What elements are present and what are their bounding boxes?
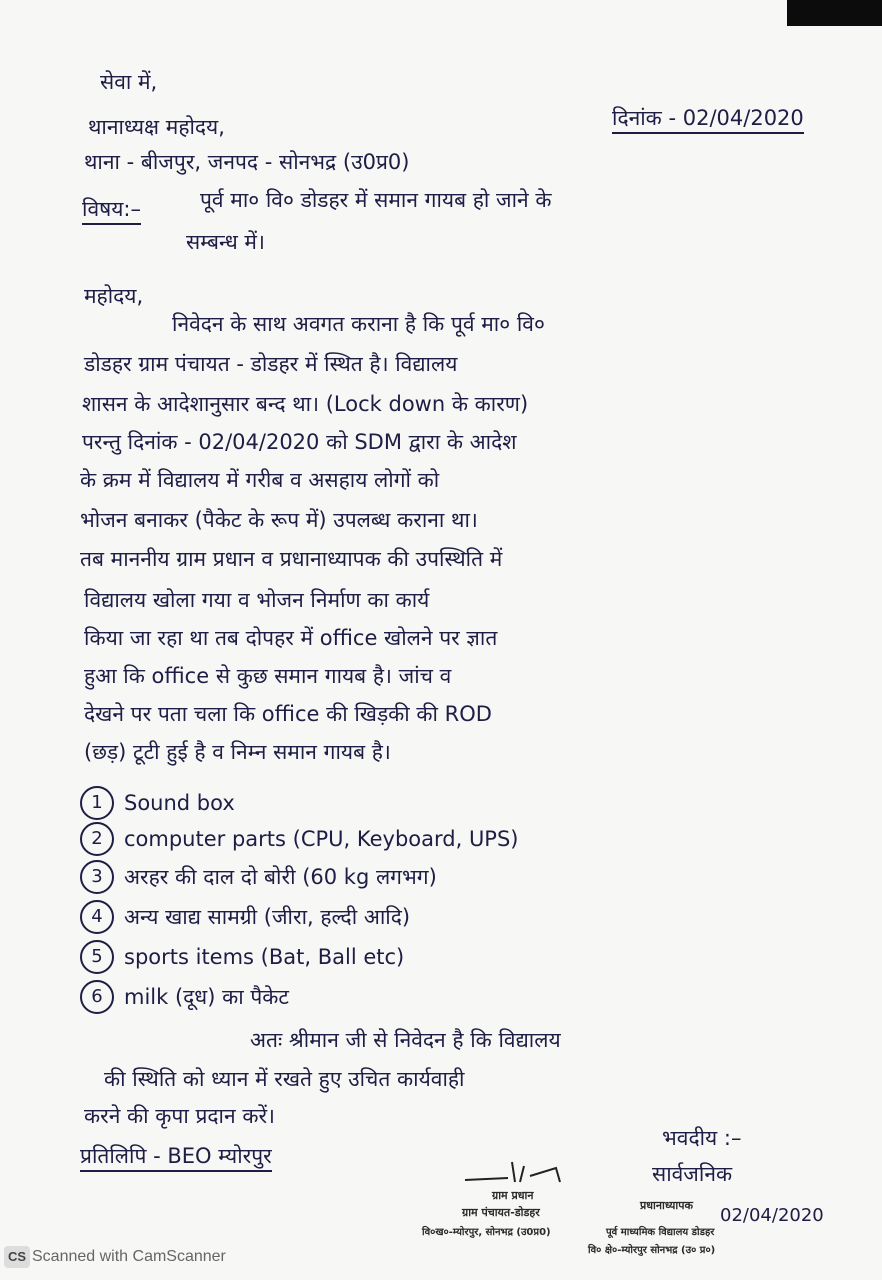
pradhan-stamp-line-2: ग्राम पंचायत-डोडहर xyxy=(462,1206,540,1219)
item-number: 1 xyxy=(80,786,114,820)
scan-corner-shadow xyxy=(787,0,882,26)
item-number: 3 xyxy=(80,860,114,894)
pradhan-stamp-line-1: ग्राम प्रधान xyxy=(492,1189,534,1202)
body-line: के क्रम में विद्यालय में गरीब व असहाय लोगों को xyxy=(80,468,440,492)
body-line: निवेदन के साथ अवगत कराना है कि पूर्व मा० वि० xyxy=(172,312,545,336)
recipient-line-1: थानाध्यक्ष महोदय, xyxy=(88,115,225,139)
item-text: अरहर की दाल दो बोरी (60 kg लगभग) xyxy=(124,865,437,889)
head-stamp-line-3: वि० क्षे०-म्योरपुर सोनभद्र (उ० प्र०) xyxy=(588,1245,716,1256)
sign-date: 02/04/2020 xyxy=(720,1205,824,1226)
pradhan-signature xyxy=(460,1158,580,1188)
closing-line: करने की कृपा प्रदान करें। xyxy=(84,1104,276,1128)
item-number: 2 xyxy=(80,822,114,856)
list-item xyxy=(80,940,404,974)
camscanner-footer xyxy=(4,1246,226,1268)
subject-label: विषय:– xyxy=(82,195,141,225)
item-number: 6 xyxy=(80,980,114,1014)
copy-to: प्रतिलिपि - BEO म्योरपुर xyxy=(80,1142,272,1172)
list-item xyxy=(80,980,289,1014)
recipient-line-2: थाना - बीजपुर, जनपद - सोनभद्र (उ0प्र0) xyxy=(84,150,410,174)
item-text: milk (दूध) का पैकेट xyxy=(124,985,289,1009)
subject-line-1: पूर्व मा० वि० डोडहर में समान गायब हो जाने के xyxy=(200,188,552,212)
body-line: किया जा रहा था तब दोपहर में office खोलने पर ज्ञात xyxy=(84,626,498,650)
closing-line: की स्थिति को ध्यान में रखते हुए उचित कार्यवाही xyxy=(104,1067,465,1091)
head-stamp-line-2: पूर्व माध्यमिक विद्यालय डोडहर xyxy=(606,1227,715,1238)
item-text: computer parts (CPU, Keyboard, UPS) xyxy=(124,827,519,851)
item-text: Sound box xyxy=(124,791,235,815)
item-text: अन्य खाद्य सामग्री (जीरा, हल्दी आदि) xyxy=(124,905,411,929)
subject-line-2: सम्बन्ध में। xyxy=(186,230,265,254)
yours-faithfully: भवदीय :– xyxy=(662,1126,742,1150)
closing-line: अतः श्रीमान जी से निवेदन है कि विद्यालय xyxy=(250,1028,561,1052)
body-line: शासन के आदेशानुसार बन्द था। (Lock down के कारण) xyxy=(82,392,529,416)
item-number: 5 xyxy=(80,940,114,974)
list-item xyxy=(80,822,519,856)
item-text: sports items (Bat, Ball etc) xyxy=(124,945,405,969)
head-stamp-line-1: प्रधानाध्यापक xyxy=(640,1199,693,1212)
letter-date: दिनांक - 02/04/2020 xyxy=(612,104,804,134)
body-line: देखने पर पता चला कि office की खिड़की की ROD xyxy=(84,702,492,726)
salutation-to: सेवा में, xyxy=(100,70,158,94)
list-item xyxy=(80,860,437,894)
body-line: परन्तु दिनांक - 02/04/2020 को SDM द्वारा के आदेश xyxy=(82,430,517,454)
camscanner-logo: CS xyxy=(4,1246,30,1268)
body-line: डोडहर ग्राम पंचायत - डोडहर में स्थित है। विद्यालय xyxy=(84,352,458,376)
pradhan-stamp-line-3: वि०ख०-म्योरपुर, सोनभद्र (उ0प्र0) xyxy=(422,1227,551,1238)
body-line: भोजन बनाकर (पैकेट के रूप में) उपलब्ध कराना था। xyxy=(80,508,478,532)
greeting: महोदय, xyxy=(84,284,144,308)
body-line: (छड़) टूटी हुई है व निम्न समान गायब है। xyxy=(84,740,391,764)
item-number: 4 xyxy=(80,900,114,934)
signed-name: सार्वजनिक xyxy=(652,1162,733,1186)
body-line: तब माननीय ग्राम प्रधान व प्रधानाध्यापक की उपस्थिति में xyxy=(80,547,503,571)
body-line: हुआ कि office से कुछ समान गायब है। जांच व xyxy=(84,664,452,688)
camscanner-text: Scanned with CamScanner xyxy=(32,1248,226,1265)
list-item xyxy=(80,786,235,820)
body-line: विद्यालय खोला गया व भोजन निर्माण का कार्य xyxy=(84,588,430,612)
list-item xyxy=(80,900,410,934)
